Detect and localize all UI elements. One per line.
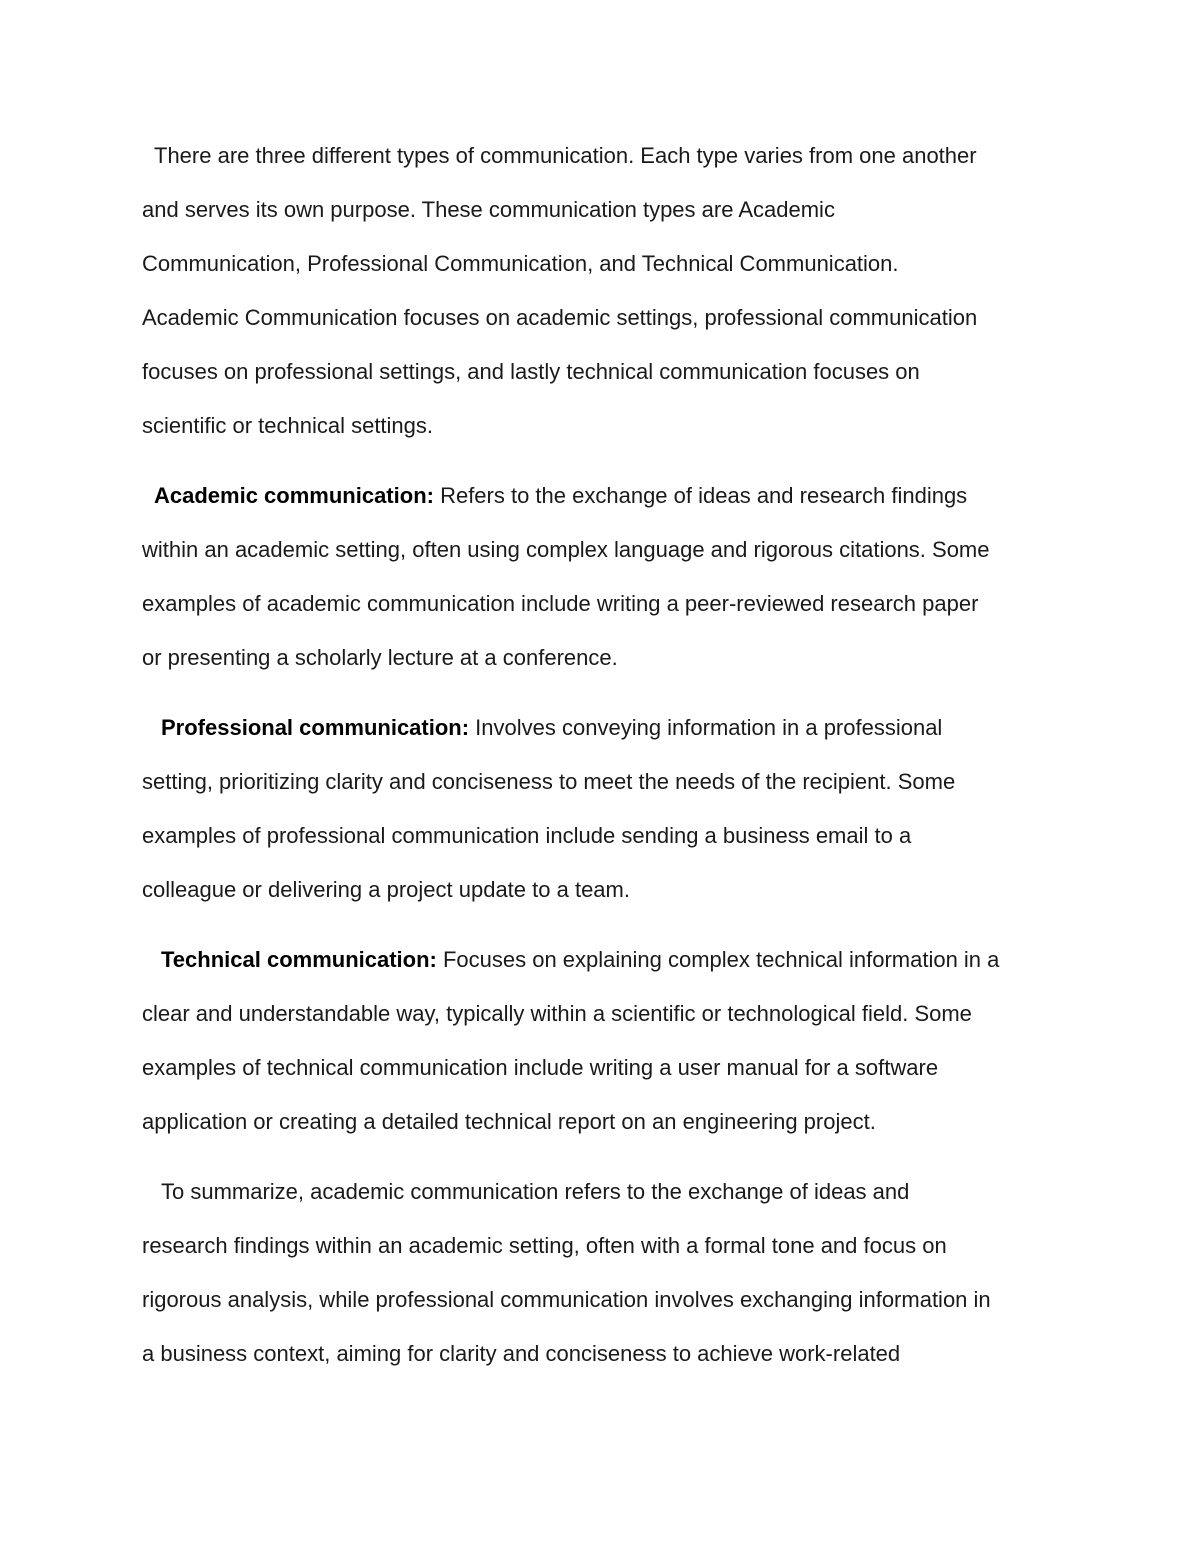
- intro-line-4: Academic Communication focuses on academic settings, professional communication: [142, 305, 978, 330]
- professional-line-3: examples of professional communication include sending a business email to a: [142, 823, 912, 848]
- technical-line-2: clear and understandable way, typically within a scientific or technological field. Some: [142, 1001, 972, 1026]
- technical-heading: Technical communication:: [161, 947, 437, 972]
- professional-first-line-text: Involves conveying information in a professional: [469, 715, 943, 740]
- professional-line-4: colleague or delivering a project update to a team.: [142, 877, 630, 902]
- academic-line-2: within an academic setting, often using complex language and rigorous citations. Some: [142, 537, 990, 562]
- academic-heading: Academic communication:: [154, 483, 434, 508]
- academic-first-line-text: Refers to the exchange of ideas and research findings: [433, 483, 968, 508]
- professional-line-2: setting, prioritizing clarity and conciseness to meet the needs of the recipient. Some: [142, 769, 956, 794]
- intro-line-2: and serves its own purpose. These communication types are Academic: [142, 197, 835, 222]
- technical-line-3: examples of technical communication include writing a user manual for a software: [142, 1055, 939, 1080]
- intro-line-5: focuses on professional settings, and lastly technical communication focuses on: [142, 359, 920, 384]
- intro-line-6: scientific or technical settings.: [142, 413, 434, 438]
- academic-line-3: examples of academic communication include writing a peer-reviewed research paper: [142, 591, 979, 616]
- professional-heading: Professional communication:: [161, 715, 470, 740]
- technical-line-4: application or creating a detailed technical report on an engineering project.: [142, 1109, 876, 1134]
- summary-line-1: To summarize, academic communication refers to the exchange of ideas and: [161, 1179, 910, 1204]
- intro-line-1: There are three different types of communication. Each type varies from one another: [154, 143, 977, 168]
- technical-first-line-text: Focuses on explaining complex technical information in a: [436, 947, 1000, 972]
- intro-line-3: Communication, Professional Communication, and Technical Communication.: [142, 251, 899, 276]
- technical-line-1: [161, 946, 999, 974]
- professional-line-1: [161, 714, 942, 742]
- academic-line-4: or presenting a scholarly lecture at a conference.: [142, 645, 618, 670]
- summary-line-3: rigorous analysis, while professional communication involves exchanging information in: [142, 1287, 991, 1312]
- summary-line-2: research findings within an academic setting, often with a formal tone and focus on: [142, 1233, 947, 1258]
- academic-line-1: [154, 482, 967, 510]
- summary-line-4: a business context, aiming for clarity and conciseness to achieve work-related: [142, 1341, 901, 1366]
